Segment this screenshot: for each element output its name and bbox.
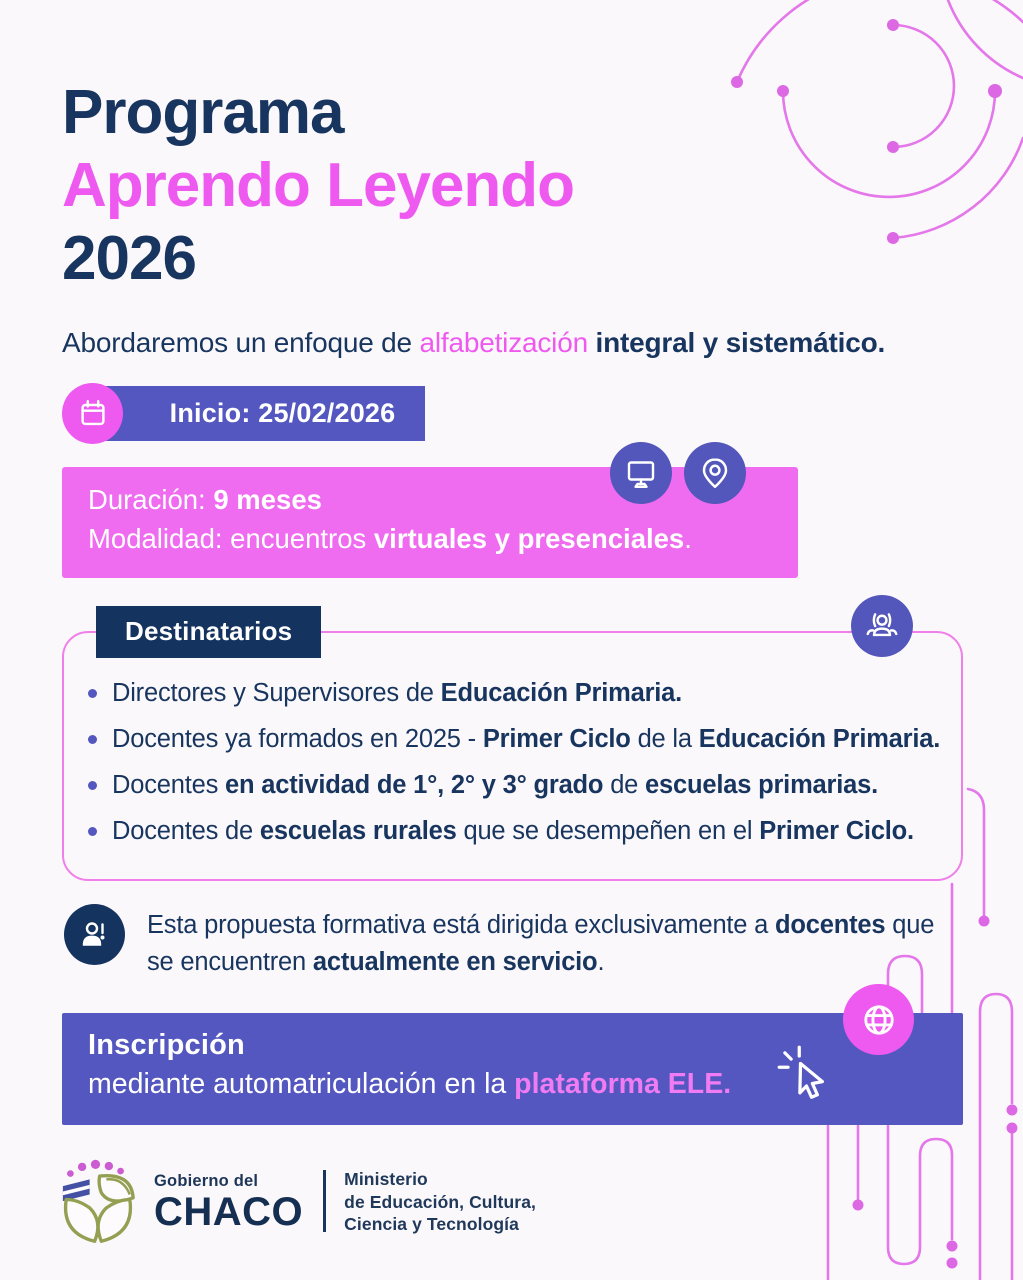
title-line-3: 2026: [62, 224, 196, 293]
ministry-line: de Educación, Cultura,: [344, 1191, 536, 1212]
chaco-government-logo: [56, 1156, 140, 1248]
duration-line: Duración: 9 meses: [88, 484, 322, 515]
recipients-section: [62, 616, 963, 881]
person-alert-icon-circle: [64, 904, 125, 965]
gov-text-block: [154, 1156, 303, 1232]
service-note: [62, 903, 942, 983]
location-pin-icon-circle: [684, 442, 746, 504]
title-line-1: Programa: [62, 78, 344, 147]
list-item-text: Docentes en actividad de 1°, 2° y 3° grado de escuelas primarias.: [112, 771, 878, 799]
start-date-label: Inicio: 25/02/2026: [169, 398, 396, 428]
enrollment-line: mediante automatriculación en la plataforma ELE.: [88, 1068, 732, 1100]
modality-line: Modalidad: encuentros virtuales y presenciales.: [88, 523, 692, 554]
footer: [56, 1156, 536, 1248]
ministry-text-block: [344, 1156, 536, 1236]
gov-name: CHACO: [154, 1190, 304, 1234]
ministry-line: Ministerio: [344, 1169, 428, 1189]
footer-divider: [323, 1170, 326, 1232]
gov-label: Gobierno del: [154, 1172, 259, 1190]
list-item: [88, 817, 948, 846]
enrollment-title: Inscripción: [88, 1029, 245, 1061]
title-line-2: Aprendo Leyendo: [62, 151, 575, 220]
list-item-text: Docentes ya formados en 2025 - Primer Ciclo de la Educación Primaria.: [112, 725, 941, 753]
monitor-icon-circle: [610, 442, 672, 504]
calendar-icon: [76, 397, 110, 431]
service-note-text: Esta propuesta formativa está dirigida exclusivamente a docentes que se encuentren actualmente en servicio.: [147, 911, 935, 976]
list-item: [88, 771, 948, 800]
ministry-line: Ciencia y Tecnología: [344, 1214, 519, 1234]
bullet-dot: [88, 781, 97, 790]
globe-icon-circle: [843, 984, 914, 1055]
click-cursor-icon: [768, 1036, 838, 1106]
person-alert-icon: [77, 917, 113, 953]
bullet-dot: [88, 735, 97, 744]
location-pin-icon: [697, 455, 733, 491]
recipients-list: [88, 679, 948, 863]
list-item: [88, 725, 948, 754]
list-item: [88, 679, 948, 708]
bullet-dot: [88, 689, 97, 698]
list-item-text: Docentes de escuelas rurales que se desempeñen en el Primer Ciclo.: [112, 817, 914, 845]
recipients-heading: Destinatarios: [96, 606, 321, 658]
start-date-label-box: [88, 386, 425, 441]
page-title: [62, 76, 574, 295]
subtitle: Abordaremos un enfoque de alfabetización integral y sistemático.: [62, 327, 886, 358]
list-item-text: Directores y Supervisores de Educación Primaria.: [112, 679, 683, 707]
people-group-icon-circle: [851, 595, 913, 657]
calendar-icon-circle: [62, 383, 123, 444]
start-date-badge: [62, 383, 462, 444]
bullet-dot: [88, 827, 97, 836]
monitor-icon: [623, 455, 659, 491]
people-group-icon: [863, 607, 901, 645]
globe-icon: [857, 998, 901, 1042]
